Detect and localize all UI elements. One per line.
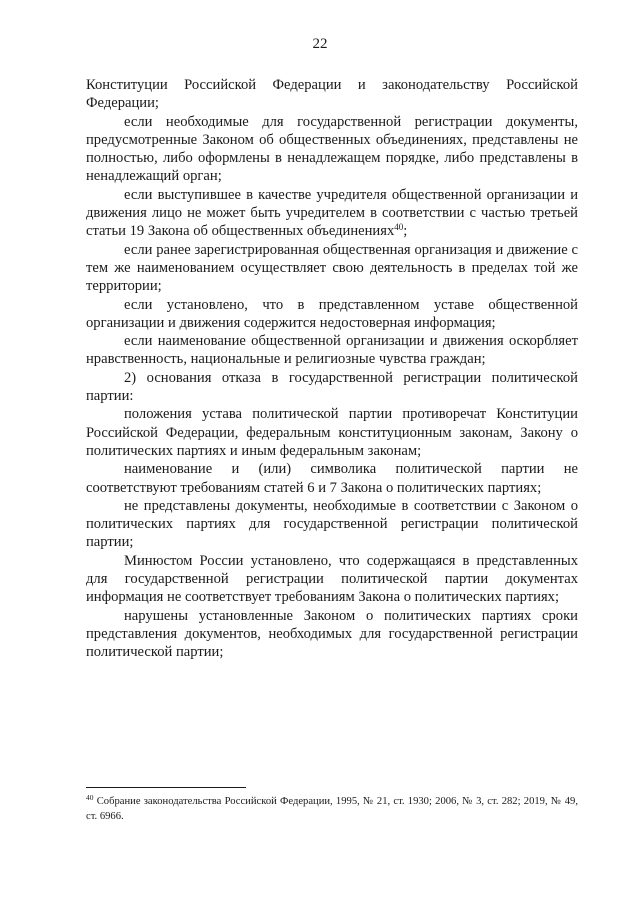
paragraph-7: 2) основания отказа в государственной регистрации политической партии:: [86, 369, 578, 405]
page-number: 22: [312, 36, 328, 52]
paragraph-6: если наименование общественной организации и движения оскорбляет нравственность, национальные и религиозные чувства граждан;: [86, 333, 578, 368]
footnote-text: Собрание законодательства Российской Федерации, 1995, № 21, ст. 1930; 2006, № 3, ст. 282; 2019, № 49, ст. 6966.: [86, 796, 578, 822]
footnote: [86, 794, 578, 824]
paragraph-9: наименование и (или) символика политической партии не соответствуют требованиям статей 6 и 7 Закона о политических партиях;: [86, 461, 578, 496]
paragraph-1: Конституции Российской Федерации и законодательству Российской Федерации;: [86, 77, 578, 112]
paragraph-2: если необходимые для государственной регистрации документы, предусмотренные Законом об общественных объединениях, представлены не полностью, либо оформлены в ненадлежащем порядке, либо представлены в ненадлежащий орган;: [86, 113, 578, 185]
paragraph-10: не представлены документы, необходимые в соответствии с Законом о политических партиях для государственной регистрации политической партии;: [86, 497, 578, 551]
paragraph-3-punct: ;: [403, 223, 408, 240]
paragraph-3: [86, 186, 578, 241]
paragraph-3-text: если выступившее в качестве учредителя общественной организации и движения лицо не может быть учредителем в соответствии с частью третьей статьи 19 Закона об общественных объединениях: [86, 186, 578, 240]
footnote-marker: 40: [86, 793, 94, 802]
paragraph-12: нарушены установленные Законом о политических партиях сроки представления документов, необходимых для государственной регистрации политической партии;: [86, 607, 578, 661]
footnote-reference-40[interactable]: 40: [394, 222, 404, 233]
body-text: [86, 76, 578, 662]
footnote-divider: [86, 787, 246, 788]
paragraph-5: если установлено, что в представленном уставе общественной организации и движения содержится недостоверная информация;: [86, 296, 578, 331]
paragraph-11: Минюстом России установлено, что содержащаяся в представленных для государственной регистрации политической партии документах информация не соответствует требованиям Закона о политических партиях;: [86, 552, 578, 606]
paragraph-4: если ранее зарегистрированная общественная организация и движение с тем же наименованием осуществляет свою деятельность в пределах той же территории;: [86, 241, 578, 295]
paragraph-8: положения устава политической партии противоречат Конституции Российской Федерации, федеральным конституционным законам, Закону о политических партиях и иным федеральным законам;: [86, 406, 578, 459]
